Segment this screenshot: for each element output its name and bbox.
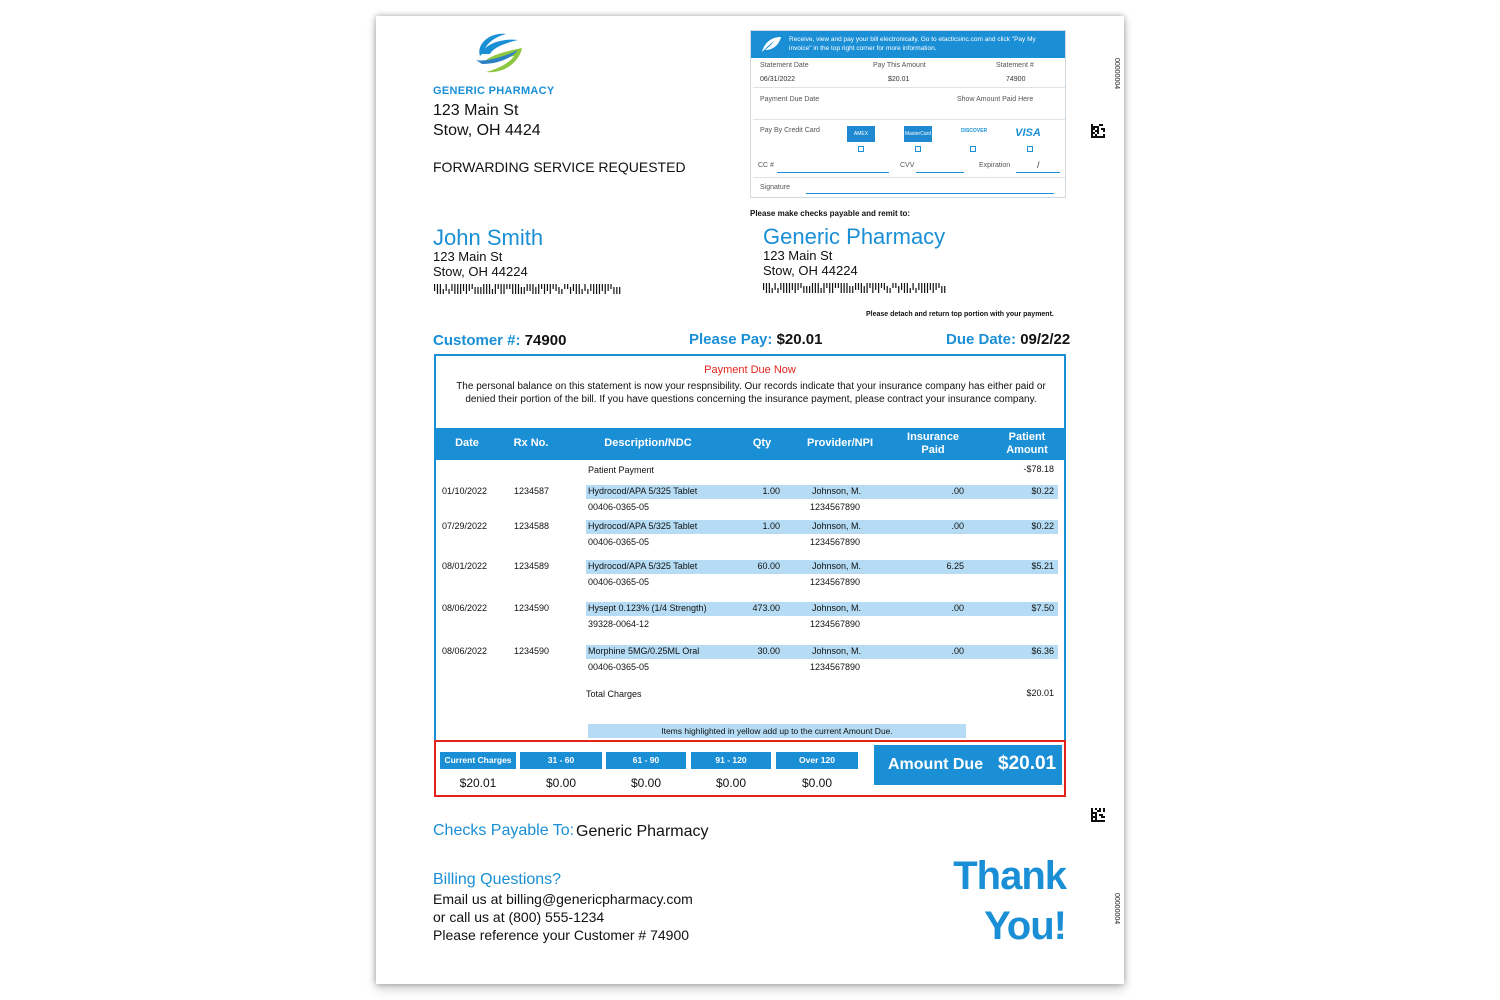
customer-number [433,332,566,349]
expiration-separator: / [1037,160,1040,170]
due-date-label: Due Date: [946,331,1017,348]
patient-payment-label: Patient Payment [588,465,655,475]
payment-due-date-label: Payment Due Date [760,96,820,103]
divider [753,87,1065,88]
row-ndc: 39328-0064-12 [588,619,650,629]
checks-payable-note: Please make checks payable and remit to: [750,209,911,218]
total-charges-label: Total Charges [586,689,642,699]
row-description: Morphine 5MG/0.25ML Oral [588,646,700,656]
expiration-field[interactable] [1016,172,1060,173]
aging-over-120-value: $0.00 [801,776,833,790]
row-rx-number: 1234590 [514,646,550,656]
epay-banner[interactable] [751,31,1065,58]
total-charges-amount: $20.01 [1026,688,1054,698]
aging-91-120-value: $0.00 [715,776,747,790]
row-description: Hysept 0.123% (1/4 Strength) [588,603,707,613]
row-qty: 1.00 [762,486,780,496]
mastercard-card-icon: MasterCard [904,126,932,142]
aging-over-120-button[interactable]: Over 120 [776,752,858,769]
row-provider: Johnson, M. [812,486,862,496]
billing-reference-line: Please reference your Customer # 74900 [433,927,690,943]
aging-31-60-value: $0.00 [545,776,577,790]
pay-amount-label: Pay This Amount [873,62,926,69]
checks-payable-value: Generic Pharmacy [576,823,709,840]
thank-you-line2: You! [984,904,1066,948]
statement-number-value: 74900 [1006,76,1026,83]
row-npi: 1234567890 [810,577,861,587]
recipient-address-line2: Stow, OH 44224 [433,264,528,279]
table-header [436,428,1064,460]
forwarding-service-text: FORWARDING SERVICE REQUESTED [433,159,686,175]
row-insurance-paid: 6.25 [946,561,964,571]
column-header-qty: Qty [752,437,772,449]
aging-summary [434,740,1066,797]
row-patient-amount: $0.22 [1031,521,1054,531]
credit-card-label: Pay By Credit Card [760,127,820,134]
row-qty: 60.00 [757,561,780,571]
recipient-postal-barcode [434,284,622,294]
remit-to-address-line2: Stow, OH 44224 [763,263,858,278]
logo-text: GENERIC PHARMACY [433,85,555,97]
patient-payment-amount: -$78.18 [1023,464,1054,474]
row-npi: 1234567890 [810,537,861,547]
row-description: Hydrocod/APA 5/325 Tablet [588,561,698,571]
column-header-patient-amount: Patient Amount [1006,431,1048,456]
epay-banner-text: Receive, view and pay your bill electronically. Go to etacticsinc.com and click "Pay My invoice" in the top right corner for more information. [789,36,1036,52]
remit-to-name: Generic Pharmacy [763,224,946,249]
column-header-insurance-paid: Insurance Paid [907,431,959,456]
sender-address-line2: Stow, OH 4424 [433,122,541,139]
row-qty: 30.00 [757,646,780,656]
recipient-address-line1: 123 Main St [433,249,503,264]
detach-note: Please detach and return top portion with your payment. [866,311,1054,318]
please-pay-label: Please Pay: [689,331,773,348]
aging-current-button[interactable]: Current Charges [440,752,516,769]
aging-31-60-button[interactable]: 31 - 60 [520,752,602,769]
row-ndc: 00406-0365-05 [588,502,650,512]
customer-number-value: 74900 [524,332,567,349]
checks-payable-label: Checks Payable To: [433,822,575,839]
datamatrix-top-icon [1091,124,1105,138]
side-code-top: 00000004 [1113,58,1120,90]
discover-checkbox[interactable] [970,146,976,152]
column-header-description: Description/NDC [604,437,692,449]
row-rx-number: 1234590 [514,603,550,613]
highlight-footnote: Items highlighted in yellow add up to the current Amount Due. [588,724,966,738]
row-patient-amount: $6.36 [1031,646,1054,656]
leaf-icon [759,35,783,54]
row-npi: 1234567890 [810,502,861,512]
divider [753,119,1065,120]
row-patient-amount: $0.22 [1031,486,1054,496]
statement-detail-box [434,354,1066,742]
side-code-bottom: 00000004 [1113,893,1120,925]
sender-address-line1: 123 Main St [433,102,519,119]
statement-number-label: Statement # [996,62,1034,69]
row-date: 08/06/2022 [442,603,488,613]
row-npi: 1234567890 [810,662,861,672]
visa-checkbox[interactable] [1027,146,1033,152]
row-insurance-paid: .00 [951,646,964,656]
remittance-box [750,30,1066,198]
row-insurance-paid: .00 [951,486,964,496]
amount-due-value: $20.01 [998,753,1057,774]
remit-to-address-line1: 123 Main St [763,248,833,263]
billing-email-line: Email us at billing@genericpharmacy.com [433,891,693,907]
amount-paid-label[interactable]: Show Amount Paid Here [957,96,1034,103]
please-pay [689,331,822,348]
row-patient-amount: $5.21 [1031,561,1054,571]
row-rx-number: 1234588 [514,521,550,531]
recipient-name: John Smith [433,225,544,250]
column-header-rx: Rx No. [513,437,549,449]
cc-number-field[interactable] [777,172,889,173]
amount-due-label: Amount Due [888,756,984,773]
row-provider: Johnson, M. [812,521,862,531]
visa-card-icon: VISA [1015,127,1041,139]
row-insurance-paid: .00 [951,521,964,531]
due-date-value: 09/2/22 [1020,331,1071,348]
row-date: 01/10/2022 [442,486,488,496]
row-rx-number: 1234589 [514,561,550,571]
row-insurance-paid: .00 [951,603,964,613]
please-pay-value: $20.01 [776,331,823,348]
row-qty: 473.00 [752,603,780,613]
row-npi: 1234567890 [810,619,861,629]
row-description: Hydrocod/APA 5/325 Tablet [588,486,698,496]
amount-due-panel [874,745,1062,785]
column-header-provider: Provider/NPI [806,437,874,449]
row-qty: 1.00 [762,521,780,531]
row-ndc: 00406-0365-05 [588,662,650,672]
customer-number-label: Customer #: [433,332,521,349]
mastercard-checkbox[interactable] [915,146,921,152]
row-date: 08/06/2022 [442,646,488,656]
row-patient-amount: $7.50 [1031,603,1054,613]
amex-checkbox[interactable] [858,146,864,152]
statement-date-value: 06/31/2022 [760,76,796,83]
payment-due-now-alert: Payment Due Now [704,364,796,376]
due-date [946,331,1070,348]
cvv-field[interactable] [916,172,964,173]
discover-card-icon: DISCOVER [960,128,988,134]
column-header-date: Date [455,437,479,449]
datamatrix-bottom-icon [1091,808,1105,822]
row-date: 07/29/2022 [442,521,488,531]
balance-notice: The personal balance on this statement is now your respnsibility. Our records indicate that your insurance company has either paid or denied their portion of the bill. If you have questions concerning the insurance payment, please contract your insurance company. [456,381,1046,406]
statement-date-label: Statement Date [760,62,809,69]
row-description: Hydrocod/APA 5/325 Tablet [588,521,698,531]
cc-number-label: CC # [758,162,774,169]
cvv-label: CVV [900,162,915,169]
divider [753,177,1065,178]
billing-phone-line: or call us at (800) 555-1234 [433,909,605,925]
row-provider: Johnson, M. [812,561,862,571]
row-provider: Johnson, M. [812,603,862,613]
aging-current-value: $20.01 [459,776,497,790]
row-ndc: 00406-0365-05 [588,577,650,587]
row-provider: Johnson, M. [812,646,862,656]
signature-field[interactable] [806,193,1054,194]
aging-61-90-button[interactable]: 61 - 90 [606,752,686,769]
row-ndc: 00406-0365-05 [588,537,650,547]
remit-to-postal-barcode [763,283,947,293]
aging-91-120-button[interactable]: 91 - 120 [691,752,771,769]
amex-card-icon: AMEX [847,126,875,142]
thank-you-line1: Thank [953,854,1066,898]
aging-61-90-value: $0.00 [630,776,662,790]
pharmacy-logo-icon [472,30,526,80]
billing-questions-label: Billing Questions? [433,871,562,888]
signature-label: Signature [760,184,790,191]
row-date: 08/01/2022 [442,561,488,571]
expiration-label: Expiration [979,162,1011,169]
pay-amount-value: $20.01 [888,76,910,83]
row-rx-number: 1234587 [514,486,550,496]
